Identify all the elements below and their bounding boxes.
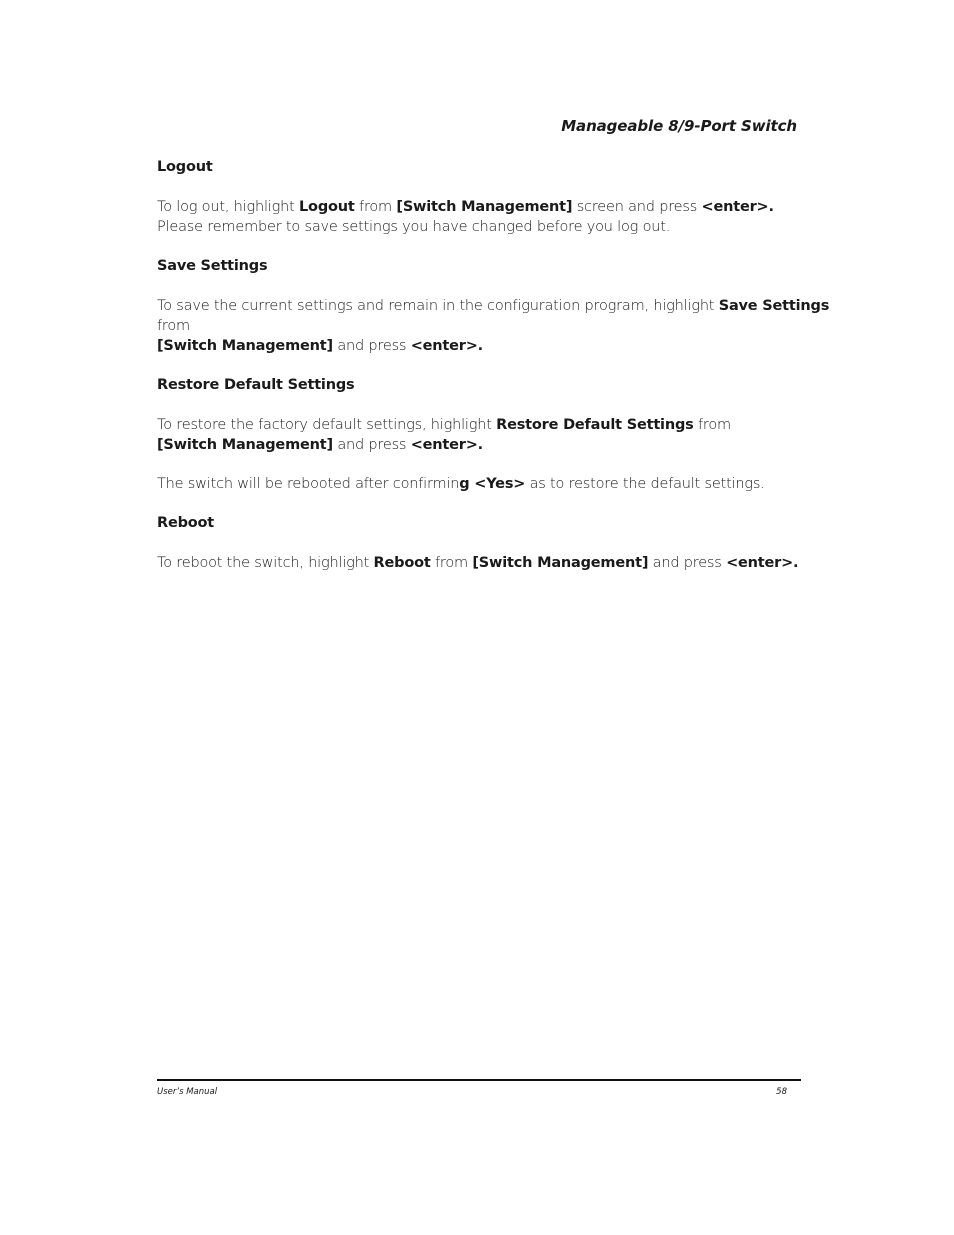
bold-run: Restore Default Settings xyxy=(496,417,694,433)
running-header-title: Manageable 8/9-Port Switch xyxy=(561,117,797,135)
text-run: and press xyxy=(332,338,411,354)
bold-run: Reboot xyxy=(373,555,431,571)
text-run: from xyxy=(693,417,731,433)
bold-run: Save Settings xyxy=(718,298,830,314)
footer-page-number: 58 xyxy=(776,1087,787,1097)
logout-reminder: Please remember to save settings you have changed before you log out. xyxy=(157,219,671,235)
restore-default-instruction xyxy=(157,415,857,455)
text-run: from xyxy=(430,555,473,571)
text-run: screen and press xyxy=(572,199,702,215)
footer-manual-label: User’s Manual xyxy=(157,1087,218,1097)
heading-restore-default-settings: Restore Default Settings xyxy=(157,377,355,393)
text-run: from xyxy=(354,199,397,215)
bold-run: [Switch Management] xyxy=(157,437,333,453)
save-settings-instruction xyxy=(157,296,857,356)
text-run: as to restore the default settings. xyxy=(525,476,765,492)
text-run: To save the current settings and remain in the configuration program, highlight xyxy=(157,298,719,314)
bold-run: <enter>. xyxy=(410,338,483,354)
text-run: To restore the factory default settings, highlight xyxy=(157,417,497,433)
bold-run: [Switch Management] xyxy=(157,338,333,354)
text-run: To reboot the switch, highlight xyxy=(157,555,374,571)
logout-instruction xyxy=(157,197,857,217)
heading-save-settings: Save Settings xyxy=(157,258,268,274)
bold-run: <enter>. xyxy=(410,437,483,453)
heading-logout: Logout xyxy=(157,159,213,175)
heading-reboot: Reboot xyxy=(157,515,215,531)
bold-run: Logout xyxy=(299,199,355,215)
text-run: and press xyxy=(332,437,411,453)
bold-run: <enter>. xyxy=(726,555,799,571)
bold-run: <enter>. xyxy=(701,199,774,215)
bold-run: [Switch Management] xyxy=(396,199,573,215)
footer-divider xyxy=(157,1079,801,1081)
text-run: from xyxy=(157,318,190,334)
text-run: The switch will be rebooted after confirmin xyxy=(157,476,460,492)
restore-default-note xyxy=(157,474,857,494)
reboot-instruction xyxy=(157,553,857,573)
text-run: To log out, highlight xyxy=(157,199,300,215)
bold-run: [Switch Management] xyxy=(472,555,649,571)
document-body xyxy=(157,157,857,573)
bold-run: g <Yes> xyxy=(459,476,526,492)
text-run: and press xyxy=(648,555,727,571)
